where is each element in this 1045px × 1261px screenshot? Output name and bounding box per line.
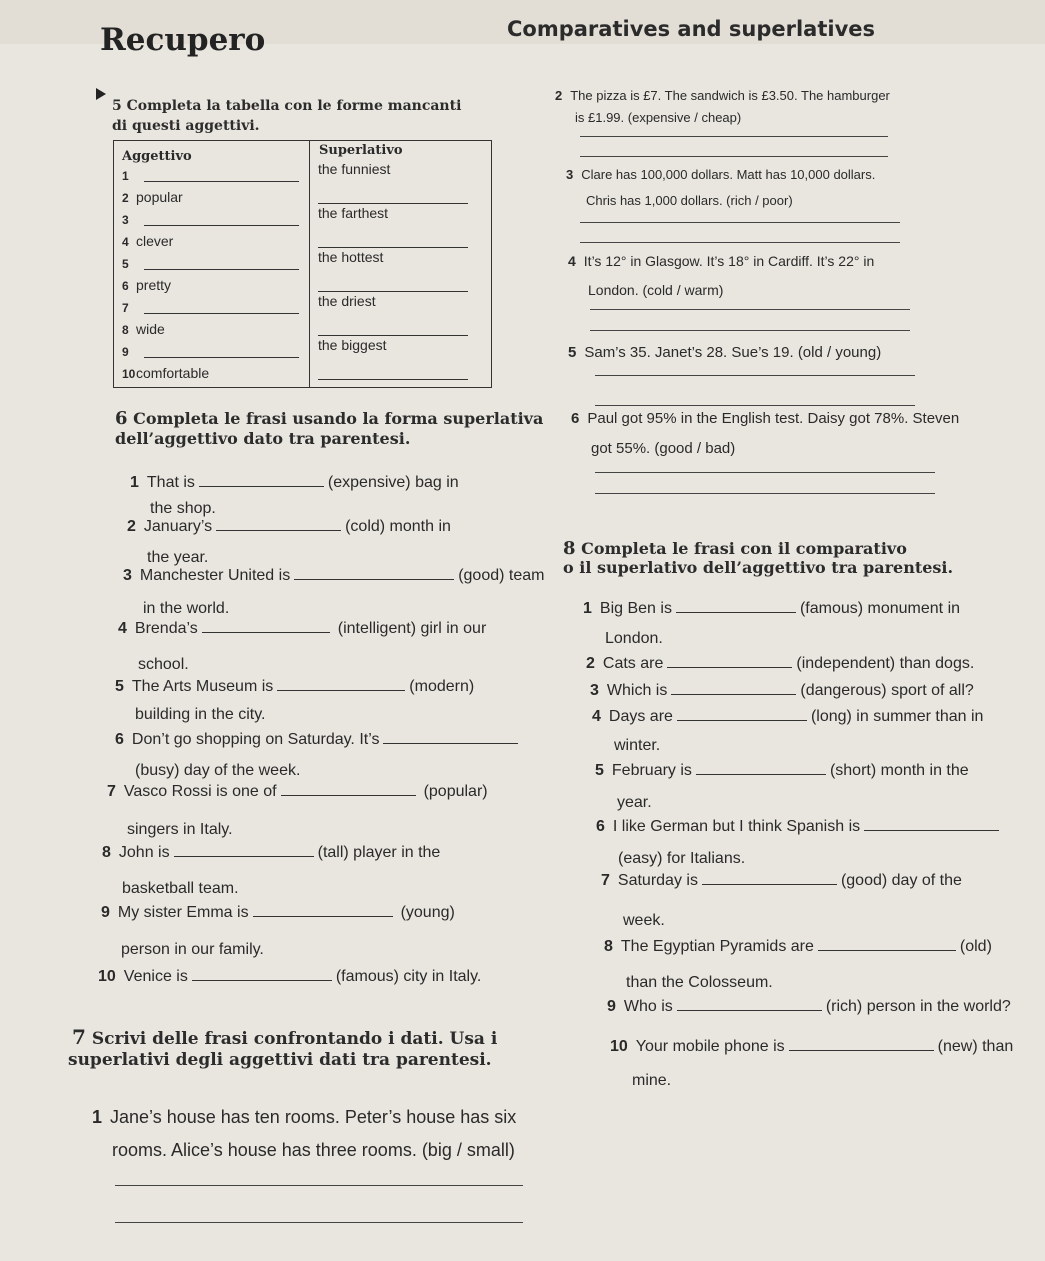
table-row-number: 4 xyxy=(122,235,129,249)
table-row-number: 9 xyxy=(122,345,129,359)
answer-line xyxy=(144,357,299,358)
ex8-item-continuation: week. xyxy=(623,912,665,929)
ex5-heading: 5 Completa la tabella con le forme mancanti xyxy=(112,98,462,114)
ex8-item-continuation: than the Colosseum. xyxy=(626,974,773,991)
answer-line xyxy=(818,949,956,951)
answer-line xyxy=(595,375,915,376)
ex7-item-6 xyxy=(571,410,959,427)
item-text-end: (modern) xyxy=(409,678,475,695)
item-text-end: (intelligent) girl in our xyxy=(337,620,487,637)
ex6-item-9 xyxy=(101,904,455,922)
answer-line xyxy=(144,269,299,270)
ex6-item-continuation: the shop. xyxy=(150,500,216,517)
item-text-line1: Sam’s 35. Janet’s 28. Sue’s 19. (old / young) xyxy=(584,344,882,361)
ex5-table xyxy=(113,140,492,388)
answer-line xyxy=(192,979,332,981)
answer-line xyxy=(595,472,935,473)
answer-line xyxy=(216,529,341,531)
item-number: 3 xyxy=(590,682,599,699)
ex6-item-continuation: person in our family. xyxy=(121,941,264,958)
item-text-end: (short) month in the xyxy=(829,762,969,779)
item-text-start: Brenda’s xyxy=(134,620,198,637)
ex6-item-6 xyxy=(115,731,522,749)
ex6-item-2 xyxy=(127,518,451,536)
item-text-end: (independent) than dogs. xyxy=(796,655,975,672)
table-row-number: 5 xyxy=(122,257,129,271)
item-number: 5 xyxy=(568,344,577,361)
ex8-item-continuation: mine. xyxy=(632,1072,672,1089)
answer-line xyxy=(115,1222,523,1223)
item-number: 4 xyxy=(592,708,601,725)
item-text-end: (famous) city in Italy. xyxy=(335,968,482,985)
answer-line xyxy=(677,719,807,721)
table-row-number: 2 xyxy=(122,191,129,205)
item-number: 1 xyxy=(92,1107,103,1127)
table-row-number: 7 xyxy=(122,301,129,315)
item-text-start: John is xyxy=(118,844,170,861)
ex6-item-continuation: school. xyxy=(138,656,189,673)
item-number: 2 xyxy=(127,518,136,535)
ex6-item-10 xyxy=(98,968,481,986)
table-cell-superlative: the farthest xyxy=(318,205,389,221)
answer-line xyxy=(115,1185,523,1186)
answer-line xyxy=(144,225,299,226)
item-text-start: Cats are xyxy=(602,655,664,672)
ex6-item-continuation: basketball team. xyxy=(122,880,239,897)
item-number: 6 xyxy=(115,731,124,748)
table-cell-adjective: comfortable xyxy=(136,365,210,381)
ex8-item-2 xyxy=(586,655,974,673)
answer-line xyxy=(318,335,468,336)
item-text-end: (young) xyxy=(400,904,455,921)
ex5-heading-line2: di questi aggettivi. xyxy=(112,118,260,134)
item-text-line1: Clare has 100,000 dollars. Matt has 10,000 dollars. xyxy=(581,167,876,182)
item-text-start: Big Ben is xyxy=(599,600,672,617)
table-row-number: 3 xyxy=(122,213,129,227)
answer-line xyxy=(671,693,796,695)
ex6-item-4 xyxy=(118,620,486,638)
ex8-item-6 xyxy=(596,818,1003,836)
ex6-item-continuation: (busy) day of the week. xyxy=(135,762,301,779)
item-number: 2 xyxy=(555,88,563,103)
ex7-item-5 xyxy=(568,344,881,361)
item-text-line1: Paul got 95% in the English test. Daisy got 78%. Steven xyxy=(587,410,960,427)
table-row-number: 8 xyxy=(122,323,129,337)
table-cell-superlative: the hottest xyxy=(318,249,384,265)
item-text-end: (dangerous) sport of all? xyxy=(800,682,974,699)
answer-line xyxy=(580,222,900,223)
ex8-item-continuation: year. xyxy=(617,794,652,811)
item-number: 6 xyxy=(571,410,580,427)
item-number: 2 xyxy=(586,655,595,672)
ex7-item-4 xyxy=(568,253,874,269)
item-number: 4 xyxy=(118,620,127,637)
item-text-end: (expensive) bag in xyxy=(327,474,459,491)
answer-line xyxy=(595,493,935,494)
answer-line xyxy=(667,666,792,668)
item-text-start: Who is xyxy=(623,998,673,1015)
ex6-item-8 xyxy=(102,844,440,862)
item-number: 1 xyxy=(130,474,139,491)
ex8-item-3 xyxy=(590,682,974,700)
answer-line xyxy=(580,156,888,157)
item-number: 9 xyxy=(607,998,616,1015)
ex6-item-1 xyxy=(130,474,459,492)
item-text-start: Venice is xyxy=(123,968,188,985)
ex6-item-continuation: building in the city. xyxy=(135,706,266,723)
item-text-start: Saturday is xyxy=(617,872,698,889)
answer-line xyxy=(144,181,299,182)
answer-line xyxy=(318,247,468,248)
answer-line xyxy=(144,313,299,314)
col-header-adjective: Aggettivo xyxy=(122,149,192,164)
item-text-end: (long) in summer than in xyxy=(810,708,984,725)
item-text-start: Vasco Rossi is one of xyxy=(123,783,277,800)
answer-line xyxy=(318,379,468,380)
item-text-line2: got 55%. (good / bad) xyxy=(591,440,736,457)
table-cell-adjective: wide xyxy=(136,321,165,337)
item-number: 7 xyxy=(601,872,610,889)
answer-line xyxy=(590,309,910,310)
answer-line xyxy=(277,689,405,691)
ex6-item-5 xyxy=(115,678,474,696)
answer-line xyxy=(383,742,518,744)
ex8-item-8 xyxy=(604,938,992,956)
answer-line xyxy=(199,485,324,487)
item-text-end: (good) day of the xyxy=(840,872,962,889)
item-text-start: Your mobile phone is xyxy=(635,1038,785,1055)
ex8-item-1 xyxy=(583,600,960,618)
item-text-line2: London. (cold / warm) xyxy=(588,282,724,298)
ex6-item-continuation: the year. xyxy=(147,549,209,566)
ex8-item-4 xyxy=(592,708,983,726)
item-number: 5 xyxy=(115,678,124,695)
ex7-heading: 7 Scrivi delle frasi confrontando i dati. Usa i xyxy=(72,1025,498,1049)
ex8-heading-line2: o il superlativo dell’aggettivo tra parentesi. xyxy=(563,558,954,577)
item-text-line1: Jane’s house has ten rooms. Peter’s house has six xyxy=(110,1107,517,1127)
item-text-end: (old) xyxy=(959,938,992,955)
item-text-start: Don’t go shopping on Saturday. It’s xyxy=(131,731,380,748)
item-number: 3 xyxy=(566,167,574,182)
answer-line xyxy=(174,855,314,857)
table-cell-superlative: the driest xyxy=(318,293,376,309)
item-text-start: Manchester United is xyxy=(139,567,291,584)
answer-line xyxy=(281,794,416,796)
item-text-start: Days are xyxy=(608,708,673,725)
table-cell-superlative: the funniest xyxy=(318,161,391,177)
item-number: 10 xyxy=(610,1038,628,1055)
item-number: 1 xyxy=(583,600,592,617)
ex7-item-1 xyxy=(92,1107,516,1128)
ex6-item-continuation: singers in Italy. xyxy=(127,821,233,838)
ex8-item-5 xyxy=(595,762,969,780)
ex7-heading-line2: superlativi degli aggettivi dati tra parentesi. xyxy=(68,1050,492,1070)
ex6-heading: 6 Completa le frasi usando la forma superlativa xyxy=(115,408,544,429)
ex8-item-9 xyxy=(607,998,1011,1016)
item-number: 7 xyxy=(107,783,116,800)
answer-line xyxy=(677,1009,822,1011)
answer-line xyxy=(789,1049,934,1051)
answer-line xyxy=(590,330,910,331)
item-text-line2: is £1.99. (expensive / cheap) xyxy=(575,110,742,125)
page-subtitle: Comparatives and superlatives xyxy=(507,17,876,41)
item-text-start: That is xyxy=(146,474,195,491)
ex8-item-10 xyxy=(610,1038,1013,1056)
ex8-item-7 xyxy=(601,872,962,890)
item-number: 9 xyxy=(101,904,110,921)
item-number: 10 xyxy=(98,968,116,985)
item-text-end: (cold) month in xyxy=(345,518,451,535)
item-number: 8 xyxy=(102,844,111,861)
item-text-start: January’s xyxy=(143,518,213,535)
item-text-end: (tall) player in the xyxy=(317,844,441,861)
answer-line xyxy=(202,631,330,633)
col-header-superlative: Superlativo xyxy=(319,143,403,158)
item-text-start: February is xyxy=(611,762,692,779)
ex8-item-continuation: London. xyxy=(605,630,663,647)
table-row-number: 6 xyxy=(122,279,129,293)
ex8-item-continuation: (easy) for Italians. xyxy=(618,850,746,867)
item-text-end: (popular) xyxy=(423,783,488,800)
page-title: Recupero xyxy=(100,22,266,58)
item-text-end: (good) team xyxy=(458,567,545,584)
item-text-start: The Arts Museum is xyxy=(131,678,274,695)
item-number: 8 xyxy=(604,938,613,955)
answer-line xyxy=(318,203,468,204)
answer-line xyxy=(702,883,837,885)
table-divider xyxy=(309,141,310,387)
ex6-item-3 xyxy=(123,567,544,585)
item-text-start: I like German but I think Spanish is xyxy=(612,818,861,835)
answer-line xyxy=(294,578,454,580)
table-row-number: 10 xyxy=(122,367,136,381)
answer-line xyxy=(676,611,796,613)
ex7-item-3 xyxy=(566,167,875,182)
ex8-heading: 8 Completa le frasi con il comparativo xyxy=(563,538,907,559)
item-number: 5 xyxy=(595,762,604,779)
item-text-start: The Egyptian Pyramids are xyxy=(620,938,814,955)
item-number: 4 xyxy=(568,253,576,269)
item-text-start: Which is xyxy=(606,682,668,699)
item-text-end: (famous) monument in xyxy=(799,600,961,617)
answer-line xyxy=(580,242,900,243)
ex7-item-2 xyxy=(555,88,890,103)
answer-line xyxy=(318,291,468,292)
ex8-item-continuation: winter. xyxy=(614,737,661,754)
table-cell-superlative: the biggest xyxy=(318,337,387,353)
answer-line xyxy=(580,136,888,137)
table-cell-adjective: pretty xyxy=(136,277,172,293)
item-text-end: (new) than xyxy=(937,1038,1014,1055)
ex6-heading-line2: dell’aggettivo dato tra parentesi. xyxy=(115,429,411,448)
ex6-item-continuation: in the world. xyxy=(143,600,230,617)
item-text-start: My sister Emma is xyxy=(117,904,249,921)
item-text-line1: The pizza is £7. The sandwich is £3.50. The hamburger xyxy=(570,88,890,103)
answer-line xyxy=(864,829,999,831)
ex6-item-7 xyxy=(107,783,488,801)
answer-line xyxy=(253,915,393,917)
table-row-number: 1 xyxy=(122,169,129,183)
item-text-line2: Chris has 1,000 dollars. (rich / poor) xyxy=(586,193,793,208)
item-text-line2: rooms. Alice’s house has three rooms. (big / small) xyxy=(112,1140,515,1160)
answer-line xyxy=(595,405,915,406)
table-cell-adjective: popular xyxy=(136,189,183,205)
item-number: 3 xyxy=(123,567,132,584)
item-text-end: (rich) person in the world? xyxy=(825,998,1011,1015)
item-text-line1: It’s 12° in Glasgow. It’s 18° in Cardiff. It’s 22° in xyxy=(583,253,875,269)
answer-line xyxy=(696,773,826,775)
play-icon xyxy=(96,88,106,100)
table-cell-adjective: clever xyxy=(136,233,174,249)
item-number: 6 xyxy=(596,818,605,835)
